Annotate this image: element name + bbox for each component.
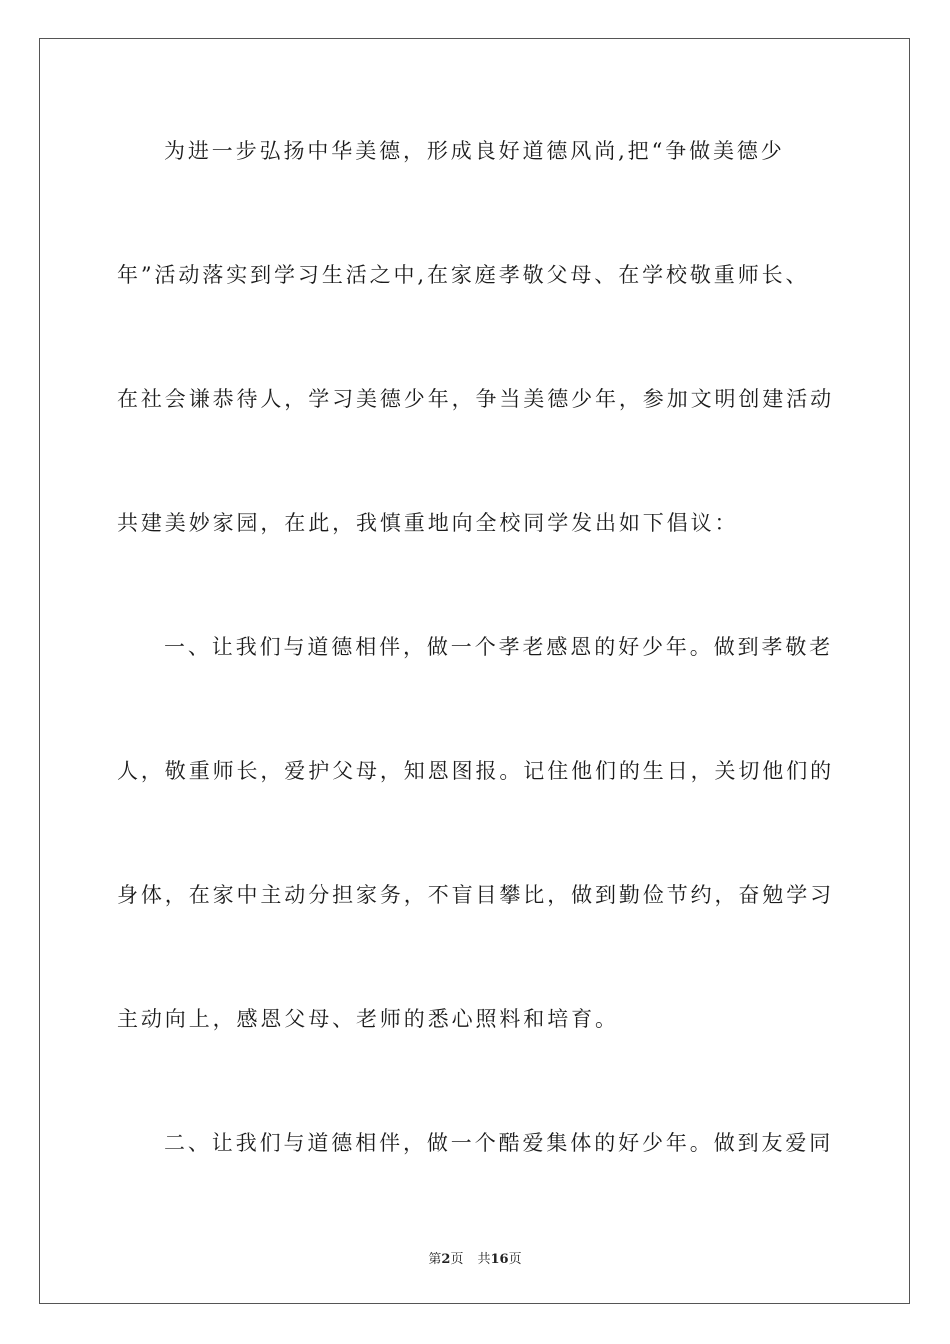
paragraph-line: 主动向上，感恩父母、老师的悉心照料和培育。: [117, 1007, 619, 1031]
page-label-prefix: 第: [428, 1252, 442, 1267]
page-number: 2: [441, 1252, 451, 1267]
page-label-suffix: 页: [450, 1252, 464, 1267]
total-label-suffix: 页: [508, 1252, 522, 1267]
page-footer: [0, 1248, 950, 1267]
paragraph-line: 身体，在家中主动分担家务，不盲目攀比，做到勤俭节约，奋勉学习: [117, 883, 834, 907]
paragraph-line: 在社会谦恭待人，学习美德少年，争当美德少年，参加文明创建活动: [117, 387, 834, 411]
paragraph-line: 一、让我们与道德相伴，做一个孝老感恩的好少年。做到孝敬老: [164, 635, 834, 659]
paragraph-line: 为进一步弘扬中华美德，形成良好道德风尚,把“争做美德少: [164, 139, 785, 163]
total-pages: 16: [490, 1252, 509, 1267]
paragraph-line: 共建美妙家园，在此，我慎重地向全校同学发出如下倡议：: [117, 511, 739, 535]
page-frame: [39, 38, 910, 1304]
paragraph-line: 人，敬重师长，爱护父母，知恩图报。记住他们的生日，关切他们的: [117, 759, 834, 783]
paragraph-line: 年”活动落实到学习生活之中,在家庭孝敬父母、在学校敬重师长、: [117, 263, 810, 287]
total-label-prefix: 共: [477, 1252, 491, 1267]
paragraph-line: 二、让我们与道德相伴，做一个酷爱集体的好少年。做到友爱同: [164, 1131, 834, 1155]
